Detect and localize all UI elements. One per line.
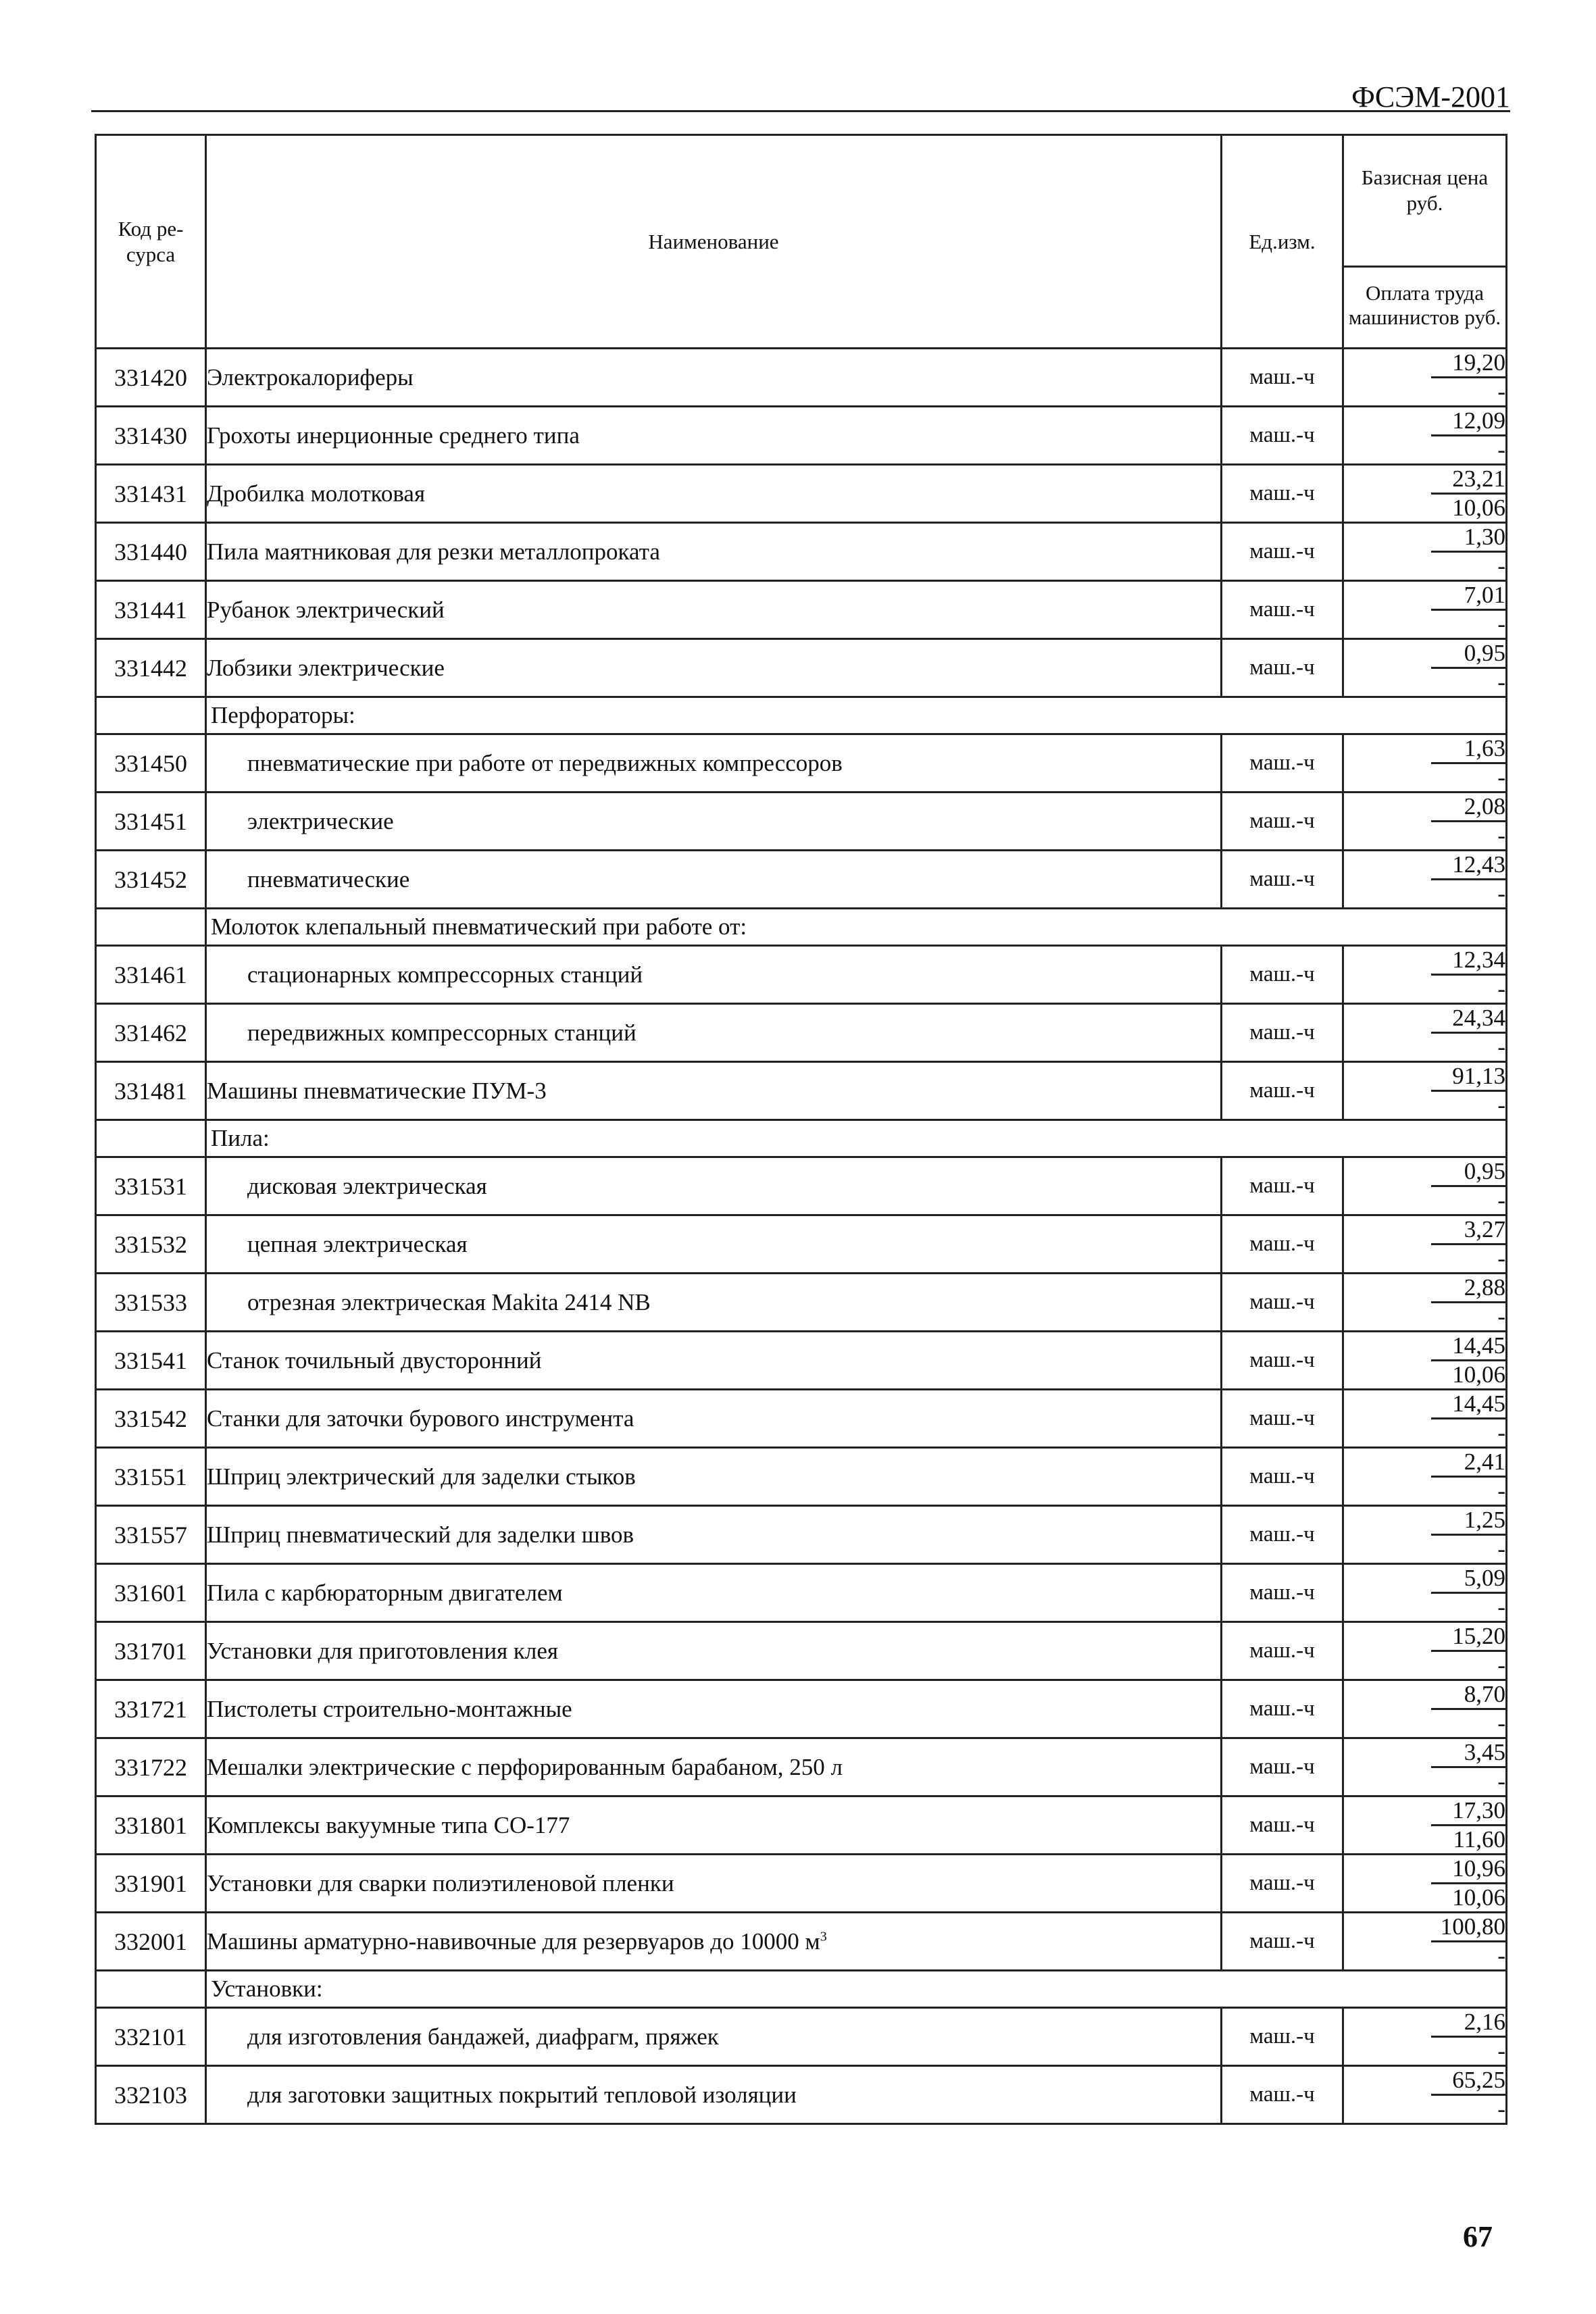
price-cell [1343,1215,1507,1274]
labor-pay: - [1497,1594,1505,1620]
resource-name-text: Лобзики электрические [207,654,445,681]
unit-of-measure: маш.-ч [1222,639,1343,697]
header-unit: Ед.изм. [1222,135,1343,349]
labor-pay: 11,60 [1453,1826,1505,1853]
resource-name-text: Машины арматурно-навивочные для резервуаров до 10000 м [207,1928,820,1955]
resource-name-text: дисковая электрическая [247,1172,487,1199]
unit-of-measure: маш.-ч [1222,1274,1343,1332]
table-row [96,1448,1507,1506]
unit-of-measure: маш.-ч [1222,1506,1343,1564]
resource-name-text: Грохоты инерционные среднего типа [207,422,580,449]
document-code: ФСЭМ-2001 [1351,80,1510,114]
resource-code: 331801 [96,1796,206,1855]
unit-of-measure: маш.-ч [1222,407,1343,465]
resource-code: 331541 [96,1332,206,1390]
resource-name [206,734,1222,793]
resource-name [206,1796,1222,1855]
resource-name-text: Комплексы вакуумные типа СО-177 [207,1811,570,1838]
unit-of-measure: маш.-ч [1222,1215,1343,1274]
price-cell [1343,639,1507,697]
price-cell [1343,1062,1507,1120]
table-row [96,407,1507,465]
unit-of-measure: маш.-ч [1222,1855,1343,1913]
base-price: 65,25 [1431,2067,1505,2096]
table-row [96,1390,1507,1448]
base-price: 3,27 [1431,1216,1505,1245]
table-row [96,349,1507,407]
base-price: 2,88 [1431,1274,1505,1303]
base-price: 2,41 [1431,1449,1505,1478]
table-header-row [96,135,1507,349]
group-header-row [96,1120,1507,1157]
unit-of-measure: маш.-ч [1222,946,1343,1004]
resource-name-text: Пила с карбюраторным двигателем [207,1579,563,1606]
resource-name-text: Шприц электрический для заделки стыков [207,1463,636,1490]
labor-pay: - [1497,378,1505,405]
resource-name-text: Машины пневматические ПУМ-3 [207,1077,547,1104]
resource-code: 331542 [96,1390,206,1448]
resource-name [206,1332,1222,1390]
base-price: 23,21 [1431,466,1505,495]
resource-name [206,1062,1222,1120]
group-code-cell [96,697,206,734]
labor-pay: - [1497,669,1505,695]
labor-pay: - [1497,880,1505,907]
labor-pay: - [1497,2096,1505,2122]
price-cell [1343,1680,1507,1738]
price-cell [1343,581,1507,639]
base-price: 1,25 [1431,1507,1505,1536]
resource-code: 331450 [96,734,206,793]
resource-name [206,1215,1222,1274]
unit-of-measure: маш.-ч [1222,2008,1343,2066]
table-row [96,1564,1507,1622]
price-cell [1343,1448,1507,1506]
resource-name [206,1855,1222,1913]
base-price: 2,08 [1431,793,1505,822]
unit-of-measure: маш.-ч [1222,1332,1343,1390]
price-cell [1343,1913,1507,1971]
price-cell [1343,1622,1507,1680]
price-cell [1343,2066,1507,2124]
table-row [96,1157,1507,1215]
resource-name [206,407,1222,465]
unit-of-measure: маш.-ч [1222,793,1343,851]
header-code: Код ре-сурса [96,135,206,349]
unit-of-measure: маш.-ч [1222,851,1343,909]
page-number: 67 [1463,2220,1493,2253]
resource-name-text: Установки для сварки полиэтиленовой пленки [207,1869,674,1896]
resource-name-text: Станки для заточки бурового инструмента [207,1405,634,1432]
labor-pay: - [1497,553,1505,579]
resource-name-text: для заготовки защитных покрытий тепловой изоляции [247,2081,797,2108]
resource-name [206,1622,1222,1680]
labor-pay: - [1497,1942,1505,1969]
base-price: 91,13 [1431,1063,1505,1092]
group-header-row [96,909,1507,946]
table-row [96,2008,1507,2066]
price-cell [1343,1738,1507,1796]
unit-of-measure: маш.-ч [1222,734,1343,793]
group-code-cell [96,1971,206,2008]
group-title: Перфораторы: [206,697,1507,734]
labor-pay: - [1497,1245,1505,1272]
resource-code: 331440 [96,523,206,581]
resource-name [206,349,1222,407]
resource-name [206,581,1222,639]
table-row [96,946,1507,1004]
base-price: 12,34 [1431,947,1505,976]
table-row [96,851,1507,909]
price-cell [1343,1157,1507,1215]
header-price [1343,135,1507,349]
price-cell [1343,523,1507,581]
group-title: Пила: [206,1120,1507,1157]
header-base-price: Базисная цена руб. [1344,154,1505,268]
resource-code: 331461 [96,946,206,1004]
labor-pay: - [1497,1478,1505,1504]
labor-pay: - [1497,1710,1505,1736]
resource-name-text: Пистолеты строительно-монтажные [207,1695,572,1722]
resource-code: 331451 [96,793,206,851]
resource-name-text: Пила маятниковая для резки металлопроката [207,538,660,565]
resource-name-text: передвижных компрессорных станций [247,1019,637,1046]
unit-of-measure: маш.-ч [1222,1448,1343,1506]
resource-name [206,1564,1222,1622]
unit-of-measure: маш.-ч [1222,2066,1343,2124]
labor-pay: - [1497,1768,1505,1794]
base-price: 15,20 [1431,1623,1505,1652]
resource-name-text: для изготовления бандажей, диафрагм, пряжек [247,2023,719,2050]
price-cell [1343,465,1507,523]
labor-pay: - [1497,1034,1505,1060]
unit-of-measure: маш.-ч [1222,1913,1343,1971]
price-cell [1343,1506,1507,1564]
resource-name [206,2066,1222,2124]
header-name: Наименование [206,135,1222,349]
table-row [96,1274,1507,1332]
unit-of-measure: маш.-ч [1222,1680,1343,1738]
header-labor-pay: Оплата труда машинистов руб. [1348,280,1501,329]
resource-name [206,1390,1222,1448]
base-price: 14,45 [1431,1390,1505,1419]
base-price: 14,45 [1431,1332,1505,1361]
base-price: 3,45 [1431,1739,1505,1768]
base-price: 19,20 [1431,349,1505,378]
resource-code: 331441 [96,581,206,639]
price-cell [1343,1274,1507,1332]
resource-code: 331452 [96,851,206,909]
resource-name-text: цепная электрическая [247,1230,468,1257]
resource-name-text: стационарных компрессорных станций [247,961,643,988]
labor-pay: - [1497,436,1505,463]
table-row [96,1215,1507,1274]
price-cell [1343,1004,1507,1062]
table-row [96,1062,1507,1120]
base-price: 0,95 [1431,640,1505,669]
unit-of-measure: маш.-ч [1222,581,1343,639]
table-row [96,465,1507,523]
resource-name-text: отрезная электрическая Makita 2414 NB [247,1288,651,1315]
resource-name-text: электрические [247,807,394,834]
price-cell [1343,1390,1507,1448]
resource-code: 331462 [96,1004,206,1062]
group-title: Молоток клепальный пневматический при работе от: [206,909,1507,946]
resource-name-text: Станок точильный двусторонний [207,1347,542,1374]
labor-pay: - [1497,611,1505,637]
resource-name [206,1506,1222,1564]
resource-code: 331601 [96,1564,206,1622]
resource-code: 331431 [96,465,206,523]
labor-pay: - [1497,1092,1505,1118]
base-price: 17,30 [1431,1797,1505,1826]
unit-of-measure: маш.-ч [1222,1738,1343,1796]
resource-code: 332001 [96,1913,206,1971]
base-price: 8,70 [1431,1681,1505,1710]
table-row [96,1738,1507,1796]
group-header-row [96,697,1507,734]
resource-code: 332101 [96,2008,206,2066]
resource-code: 331532 [96,1215,206,1274]
unit-of-measure: маш.-ч [1222,1062,1343,1120]
resource-code: 332103 [96,2066,206,2124]
price-cell [1343,793,1507,851]
resource-name-text: Установки для приготовления клея [207,1637,559,1664]
base-price: 0,95 [1431,1158,1505,1187]
base-price: 12,43 [1431,851,1505,880]
resource-code: 331442 [96,639,206,697]
table-row [96,793,1507,851]
unit-of-measure: маш.-ч [1222,1157,1343,1215]
base-price: 24,34 [1431,1005,1505,1034]
table-row [96,1004,1507,1062]
unit-of-measure: маш.-ч [1222,465,1343,523]
header-rule [91,110,1510,112]
resource-name-text: Рубанок электрический [207,596,445,623]
price-cell [1343,1564,1507,1622]
resource-name-text: Шприц пневматический для заделки швов [207,1521,634,1548]
labor-pay: - [1497,1187,1505,1213]
table-row [96,1506,1507,1564]
resource-name-text: пневматические [247,865,410,892]
table-row [96,581,1507,639]
base-price: 1,30 [1431,524,1505,553]
labor-pay: - [1497,764,1505,790]
resource-name [206,851,1222,909]
table-row [96,1913,1507,1971]
price-cell [1343,349,1507,407]
resource-name [206,2008,1222,2066]
table-row [96,1855,1507,1913]
unit-of-measure: маш.-ч [1222,349,1343,407]
labor-pay: - [1497,2038,1505,2064]
resource-name-text: Электрокалориферы [207,363,414,391]
table-row [96,2066,1507,2124]
group-title: Установки: [206,1971,1507,2008]
resource-name [206,946,1222,1004]
resource-code: 331533 [96,1274,206,1332]
resource-name [206,793,1222,851]
resource-code: 331901 [96,1855,206,1913]
resource-code: 331531 [96,1157,206,1215]
unit-superscript: 3 [820,1928,827,1944]
resource-name-text: пневматические при работе от передвижных компрессоров [247,749,843,776]
price-cell [1343,2008,1507,2066]
table-row [96,734,1507,793]
labor-pay: 10,06 [1452,1361,1505,1388]
resource-name [206,1448,1222,1506]
base-price: 1,63 [1431,735,1505,764]
resource-code: 331420 [96,349,206,407]
table-row [96,1622,1507,1680]
unit-of-measure: маш.-ч [1222,1390,1343,1448]
resource-name [206,1004,1222,1062]
table-row [96,1680,1507,1738]
price-cell [1343,407,1507,465]
labor-pay: - [1497,1536,1505,1562]
table-row [96,1332,1507,1390]
resource-code: 331701 [96,1622,206,1680]
labor-pay: 10,06 [1452,1884,1505,1911]
resource-name [206,1738,1222,1796]
resource-name [206,1274,1222,1332]
resource-name [206,1157,1222,1215]
resource-name [206,523,1222,581]
base-price: 100,80 [1431,1913,1505,1942]
unit-of-measure: маш.-ч [1222,1796,1343,1855]
resource-code: 331557 [96,1506,206,1564]
labor-pay: - [1497,1419,1505,1446]
base-price: 5,09 [1431,1565,1505,1594]
base-price: 10,96 [1431,1855,1505,1884]
unit-of-measure: маш.-ч [1222,523,1343,581]
labor-pay: - [1497,822,1505,849]
table-row [96,639,1507,697]
resource-code: 331722 [96,1738,206,1796]
base-price: 7,01 [1431,582,1505,611]
resource-name-text: Мешалки электрические с перфорированным барабаном, 250 л [207,1753,843,1780]
resource-code: 331721 [96,1680,206,1738]
price-cell [1343,946,1507,1004]
resource-name [206,1680,1222,1738]
price-cell [1343,734,1507,793]
labor-pay: - [1497,1303,1505,1330]
resource-name [206,639,1222,697]
price-cell [1343,1855,1507,1913]
table-row [96,1796,1507,1855]
base-price: 12,09 [1431,407,1505,436]
labor-pay: - [1497,976,1505,1002]
labor-pay: - [1497,1652,1505,1678]
group-code-cell [96,1120,206,1157]
group-header-row [96,1971,1507,2008]
resource-name [206,1913,1222,1971]
unit-of-measure: маш.-ч [1222,1004,1343,1062]
resource-name [206,465,1222,523]
table-row [96,523,1507,581]
resource-code: 331481 [96,1062,206,1120]
resource-code: 331430 [96,407,206,465]
price-cell [1343,1796,1507,1855]
resource-price-table [95,134,1507,2125]
group-code-cell [96,909,206,946]
price-cell [1343,851,1507,909]
labor-pay: 10,06 [1452,495,1505,521]
table-body [96,349,1507,2124]
resource-code: 331551 [96,1448,206,1506]
unit-of-measure: маш.-ч [1222,1564,1343,1622]
resource-name-text: Дробилка молотковая [207,480,426,507]
unit-of-measure: маш.-ч [1222,1622,1343,1680]
price-cell [1343,1332,1507,1390]
base-price: 2,16 [1431,2009,1505,2038]
